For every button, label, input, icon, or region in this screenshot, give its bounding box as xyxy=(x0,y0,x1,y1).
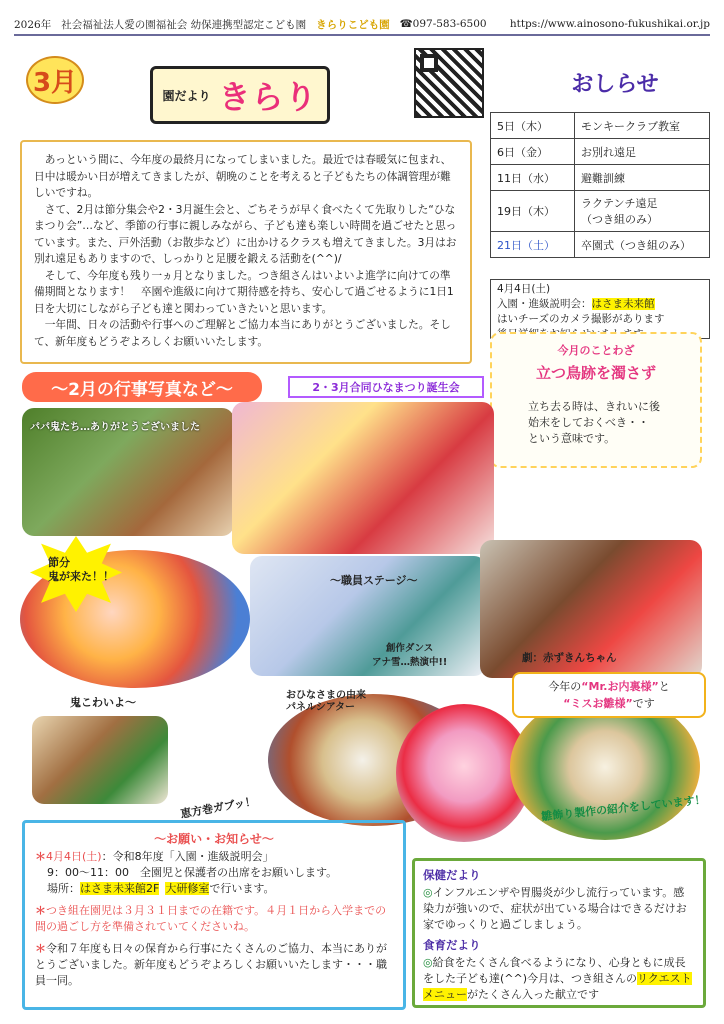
caption-setsubun: 節分 鬼が来た！！ xyxy=(48,556,114,583)
request-item: ＊4月4日(土)：令和8年度「入園・進級説明会」 xyxy=(35,850,274,863)
header-bar xyxy=(14,14,710,36)
month-label: 3月 xyxy=(32,67,78,98)
notice-date: 5日（木） xyxy=(491,113,575,139)
qr-code xyxy=(414,48,484,118)
food-heading: 食育だより xyxy=(423,938,481,952)
notice-note-line: 入園・進級説明会：はさま未来館 xyxy=(497,298,655,310)
health-heading: 保健だより xyxy=(423,868,481,882)
news-title: おしらせ xyxy=(571,71,659,97)
caption-ehomaki: 恵方巻ガブッ！ xyxy=(179,794,257,821)
notice-text: ラクテンチ遠足 （つき組のみ） xyxy=(575,191,710,232)
request-item-sub: 場所：はさま未来館2F 大研修室で行います。 xyxy=(47,882,275,895)
photo-section-title: ～2月の行事写真など～ xyxy=(22,372,262,402)
header-org: 社会福祉法人愛の園福祉会 幼保連携型認定こども園 xyxy=(61,18,307,31)
intro-paragraph: そして、今年度も残り一ヵ月となりました。つき組さんはいよいよ進学に向けての準備期間となります！ 卒園や進級に向けて期待感を持ち、安心して過ごせるように1日1日を大切にしながら子ども達と関わっていきたいと思います。 xyxy=(34,268,454,315)
caption-story: おひなさまの由来 パネルシアター xyxy=(286,690,366,713)
month-badge xyxy=(26,56,84,104)
caption-drama: 劇：赤ずきんちゃん xyxy=(522,652,617,664)
notice-date: 11日（水） xyxy=(491,165,575,191)
caption-dance: 創作ダンス アナ雪…熱演中!! xyxy=(372,643,448,668)
caption-oni: 鬼こわいよ～ xyxy=(70,696,136,709)
request-item: ＊令和７年度も日々の保育から行事にたくさんのご協力、本当にありがとうございました。新年度もどうぞよろしくお願いいたします・・・職員一同。 xyxy=(35,942,387,987)
intro-paragraph: さて、2月は節分集会や2・3月誕生会と、ごちそうが早く食べたくて先取りした“ひなまつり会”…など、季節の行事に親しみながら、子ども達も楽しい時間を過ごせたと思っています。また、戸外活動（お散歩など）に出かけるクラスも増えてきました。3月はお別れ遠足もありますので、しっかりと足腰を鍛える活動を(^^)/ xyxy=(34,202,457,265)
notice-table xyxy=(490,112,710,258)
proverb-label: 今月のことわざ xyxy=(557,344,635,357)
masthead-title: きらり xyxy=(218,78,318,116)
request-title: ～お願い・お知らせ～ xyxy=(154,832,274,846)
notice-text: モンキークラブ教室 xyxy=(575,113,710,139)
header-year: 2026年 xyxy=(14,18,52,31)
notice-note xyxy=(490,279,710,339)
notice-text: 避難訓練 xyxy=(575,165,710,191)
food-item: ◎給食をたくさん食べるようになり、心身ともに成長をした子ども達(^^)今月は、つき組さんのリクエストメニューがたくさん入った献立です xyxy=(423,956,692,1001)
request-item-sub: 9：00～11：00 全園児と保護者の出席をお願いします。 xyxy=(47,866,338,879)
header-school: きらりこども園 xyxy=(316,18,390,31)
notice-date: 6日（金） xyxy=(491,139,575,165)
notice-text: お別れ遠足 xyxy=(575,139,710,165)
caption-papa: パパ鬼たち…ありがとうございました xyxy=(30,422,200,433)
photo-hinamatsuri xyxy=(232,402,494,554)
notice-date: 21日（土） xyxy=(491,232,575,258)
masthead-banner xyxy=(150,66,330,124)
caption-hina-craft: 雛飾り製作の紹介をしています！ xyxy=(540,793,707,824)
intro-paragraph: 一年間、日々の活動や行事へのご理解とご協力本当にありがとうございました。そして、新年度もどうぞよろしくお願いいたします。 xyxy=(34,318,451,348)
notice-text: 卒園式（つき組のみ） xyxy=(575,232,710,258)
health-box xyxy=(412,858,706,1008)
photo-ehomaki xyxy=(32,716,168,804)
header-url[interactable]: https://www.ainosono-fukushikai.or.jp xyxy=(509,18,710,30)
request-box xyxy=(22,820,406,1010)
proverb-desc: 立ち去る時は、きれいに後 始末をしておくべき・・ という意味です。 xyxy=(528,400,660,445)
intro-paragraph: あっという間に、今年度の最終月になってしまいました。最近では春暖気に包まれ、日中は暖かい日が増えてきましたが、朝晩のことを考えると子どもたちの体調管理が難しいですね。 xyxy=(34,153,452,199)
notice-note-line: はいチーズのカメラ撮影があります xyxy=(497,313,665,325)
intro-box xyxy=(20,140,472,364)
proverb-main: 立つ鳥跡を濁さず xyxy=(535,364,656,382)
caption-staff: ～職員ステージ～ xyxy=(330,574,418,587)
header-tel: ☎097-583-6500 xyxy=(399,18,487,30)
proverb-box xyxy=(490,332,702,468)
event-title: 2・3月合同ひなまつり誕生会 xyxy=(288,376,484,398)
mr-miss-box: 今年の“Mr.お内裏様”と “ミスお雛様”です xyxy=(512,672,706,718)
health-item: ◎インフルエンザや胃腸炎が少し流行っています。感染力が強いので、症状が出ている場合はできるだけお家でゆっくりと過ごしましょう。 xyxy=(423,886,687,931)
notice-date: 19日（木） xyxy=(491,191,575,232)
request-item: ＊つき組在園児は３月３１日までの在籍です。４月１日から入学までの間の過ごし方を準備されていてくださいね。 xyxy=(35,904,387,933)
notice-note-date: 4月4日(土) xyxy=(497,283,551,295)
masthead-label: 園だより xyxy=(162,88,211,103)
